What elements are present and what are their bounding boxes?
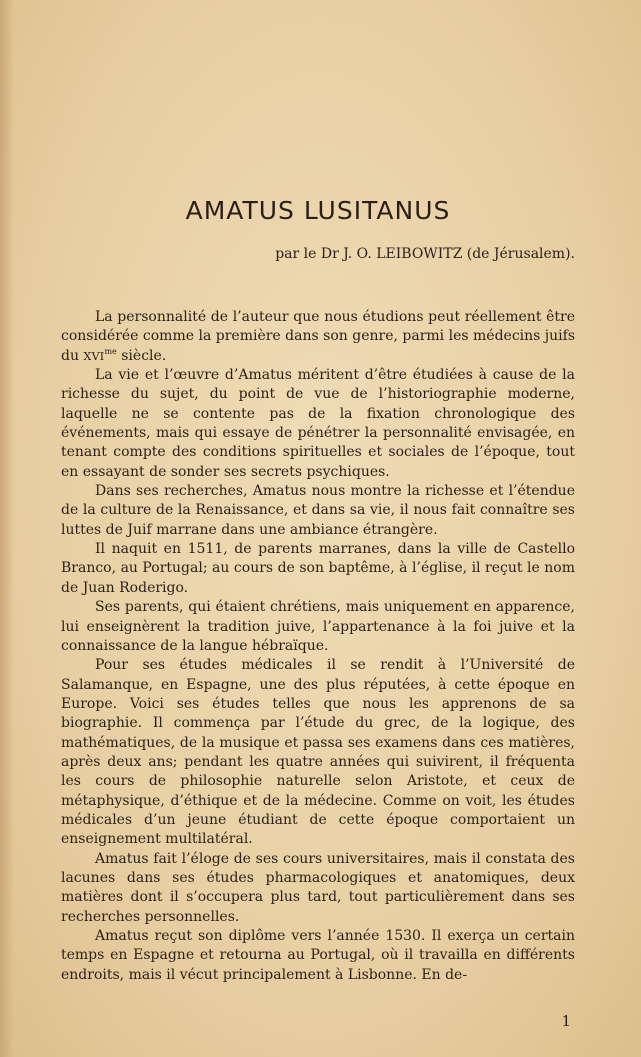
paragraph-1: [61, 308, 575, 366]
paragraph-4: Il naquit en 1511, de parents marranes, dans la ville de Castello Branco, au Portugal; au cours de son baptême, à l’église, il reçut le nom de Juan Roderigo.: [61, 541, 575, 596]
author-byline: par le Dr J. O. LEIBOWITZ (de Jérusalem).: [275, 246, 575, 262]
century-superscript: me: [104, 346, 117, 356]
paragraph-7: Amatus fait l’éloge de ses cours universitaires, mais il constata des lacunes dans ses études pharmacologiques et anatomiques, deux matières dont il s’occupera plus tard, tout particulièrement dans ses recherches personnelles.: [61, 850, 575, 925]
article-title: AMATUS LUSITANUS: [185, 196, 451, 225]
document-page: [61, 0, 575, 1057]
paragraph-1-end: siècle.: [116, 347, 167, 364]
page-number: 1: [561, 1012, 571, 1030]
paragraph-6: Pour ses études médicales il se rendit à l’Université de Salamanque, en Espagne, une des plus réputées, à cette époque en Europe. Voici ses études telles que nous les apprenons de sa biographie. Il commença par l’étude du grec, de la logique, des mathématiques, de la musique et passa ses examens dans ces matières, après deux ans; pendant les quatre années qui suivirent, il fréquenta les cours de philosophie naturelle selon Aristote, et ceux de métaphysique, d’éthique et de la médecine. Comme on voit, les études médicales d’un jeune étudiant de cette époque comportaient un enseignement multilatéral.: [61, 657, 575, 848]
paragraph-1-text: La personnalité de l’auteur que nous étudions peut réellement être considérée comme la première dans son genre, parmi les médecins juifs du: [61, 309, 575, 364]
paragraph-8: Amatus reçut son diplôme vers l’année 1530. Il exerça un certain temps en Espagne et retourna au Portugal, où il travailla en différents endroits, mais il vécut principalement à Lisbonne. En de-: [61, 928, 575, 983]
century-numeral: XVI: [83, 349, 105, 363]
paragraph-3: Dans ses recherches, Amatus nous montre la richesse et l’étendue de la culture de la Renaissance, et dans sa vie, il nous fait connaître ses luttes de Juif marrane dans une ambiance étrangère.: [61, 483, 575, 538]
page-edge-shadow: [0, 0, 14, 1057]
paragraph-5: Ses parents, qui étaient chrétiens, mais uniquement en apparence, lui enseignèrent la tradition juive, l’appartenance à la foi juive et la connaissance de la langue hébraïque.: [61, 599, 575, 654]
article-body: [61, 308, 575, 985]
paragraph-2: La vie et l’œuvre d’Amatus méritent d’être étudiées à cause de la richesse du sujet, du point de vue de l’historiographie moderne, laquelle ne se contente pas de la fixation chronologique des événements, mais qui essaye de pénétrer la personnalité envisagée, en tenant compte des conditions spirituelles et sociales de l’époque, tout en essayant de sonder ses secrets psychiques.: [61, 367, 575, 480]
